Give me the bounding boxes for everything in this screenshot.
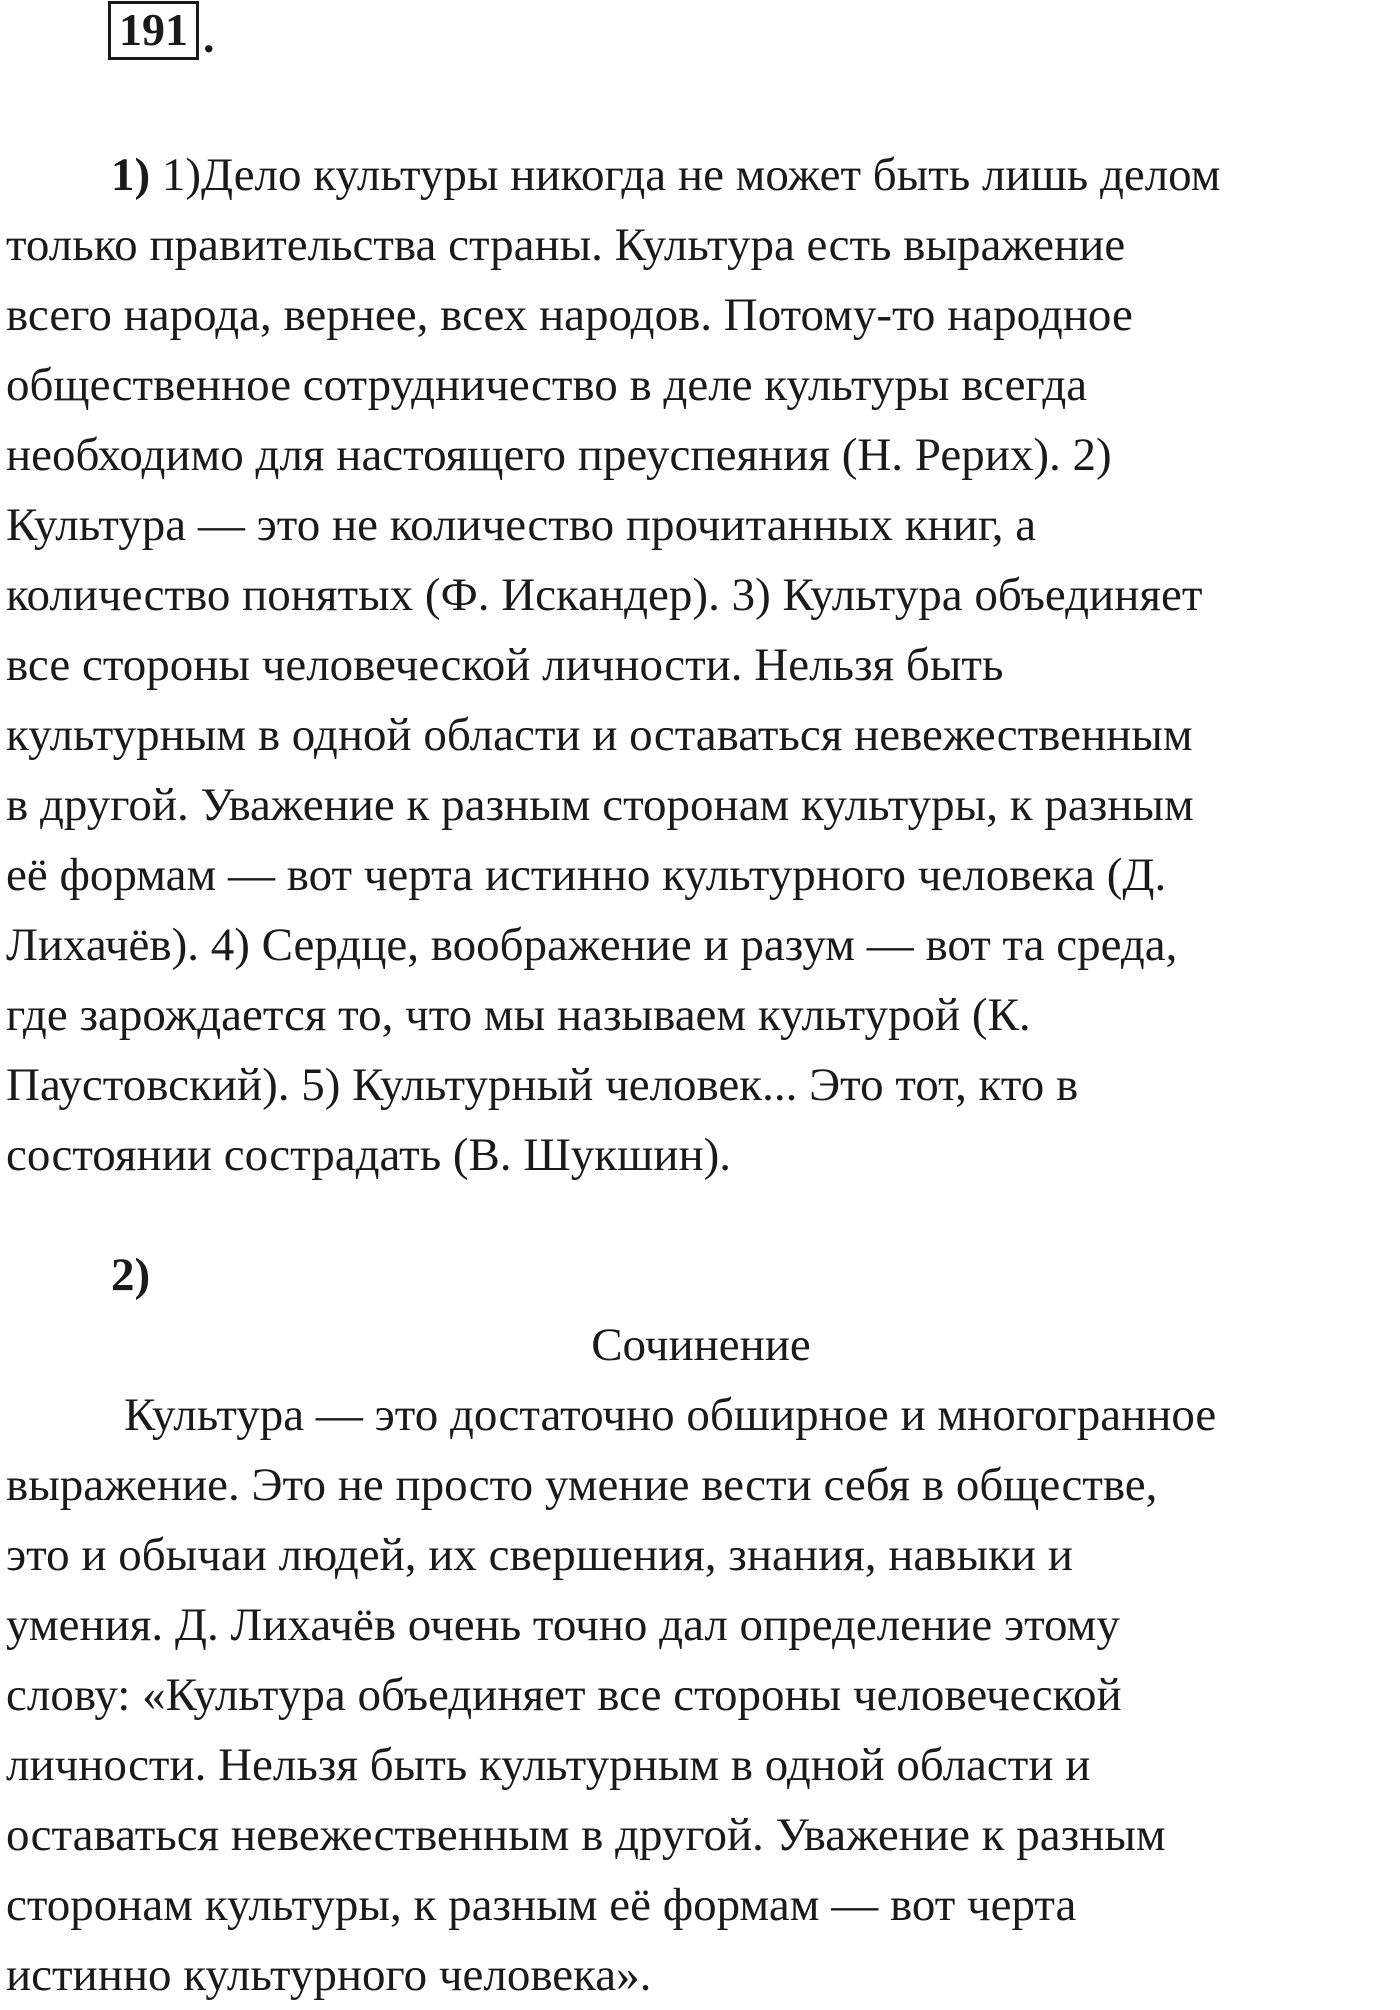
part-1-line: количество понятых (Ф. Искандер). 3) Культура объединяет [6,569,1203,621]
part-1-line: Культура — это не количество прочитанных книг, а [6,499,1037,551]
part-2-label: 2) [111,1249,151,1301]
part-1-line: где зарождается то, что мы называем культурой (К. [6,989,1031,1041]
essay-line: Культура — это достаточно обширное и многогранное [124,1389,1217,1441]
part-1-line: состоянии сострадать (В. Шукшин). [6,1129,732,1181]
essay-line: сторонам культуры, к разным её формам — вот черта [6,1879,1077,1931]
part-1-label: 1) [111,149,151,201]
essay-line: это и обычаи людей, их свершения, знания, навыки и [6,1529,1073,1581]
essay-line: выражение. Это не просто умение вести себя в обществе, [6,1459,1158,1511]
part-1-line: всего народа, вернее, всех народов. Потому-то народное [6,289,1133,341]
part-1-line: Лихачёв). 4) Сердце, воображение и разум — вот та среда, [6,919,1178,971]
part-1-line: 1) 1)Дело культуры никогда не может быть лишь делом [111,149,1221,201]
task-number-punct: . [203,11,215,62]
essay-line: личности. Нельзя быть культурным в одной области и [6,1739,1091,1791]
part-2 [6,1240,1396,2010]
part-1-line: общественное сотрудничество в деле культуры всегда [6,359,1088,411]
part-1-line: необходимо для настоящего преуспеяния (Н. Рерих). 2) [6,429,1112,481]
task-number [108,4,215,62]
part-1-line: культурным в одной области и оставаться невежественным [6,709,1193,761]
essay-line: умения. Д. Лихачёв очень точно дал определение этому [6,1599,1120,1651]
part-1 [6,140,1396,1190]
task-number-box: 191 [108,1,199,60]
part-1-line: Паустовский). 5) Культурный человек... Это тот, кто в [6,1059,1079,1111]
part-1-line: в другой. Уважение к разным сторонам культуры, к разным [6,779,1194,831]
essay-line: истинно культурного человека». [6,1949,652,2001]
part-1-line: только правительства страны. Культура есть выражение [6,219,1126,271]
essay-line: слову: «Культура объединяет все стороны человеческой [6,1669,1122,1721]
part-1-line: все стороны человеческой личности. Нельзя быть [6,639,1004,691]
part-1-line: её формам — вот черта истинно культурного человека (Д. [6,849,1167,901]
essay-title: Сочинение [591,1319,811,1371]
essay-line: оставаться невежественным в другой. Уважение к разным [6,1809,1166,1861]
